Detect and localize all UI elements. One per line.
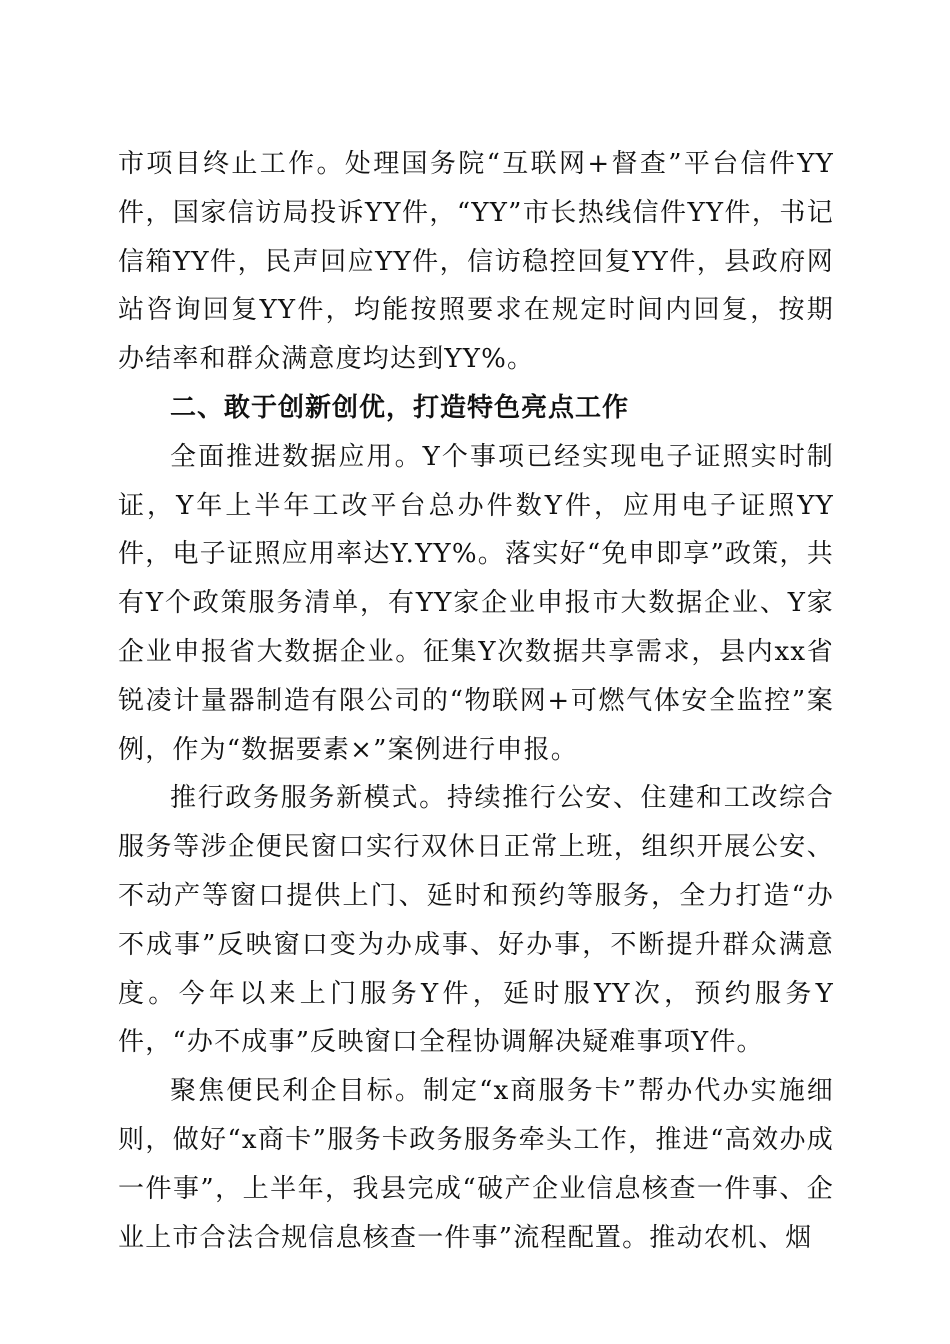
section-heading: 二、敢于创新创优，打造特色亮点工作	[170, 392, 630, 423]
paragraph-complaints-handling: 市项目终止工作。处理国务院“互联网+督查”平台信件YY件，国家信访局投诉YY件，“YY”市长热线信件YY件，书记信箱YY件，民声回应YY件，信访稳控回复YY件，县政府网站咨询回复YY件，均能按照要求在规定时间内回复，按期办结率和群众满意度均达到YY%。	[118, 149, 834, 375]
paragraph-convenience-goals: 聚焦便民利企目标。制定“x商服务卡”帮办代办实施细则，做好“x商卡”服务卡政务服务牵头工作，推进“高效办成一件事”，上半年，我县完成“破产企业信息核查一件事、企业上市合法合规信息核查一件事”流程配置。推动农机、烟	[118, 1076, 834, 1253]
document-body	[118, 140, 834, 1262]
paragraph-service-model: 推行政务服务新模式。持续推行公安、住建和工改综合服务等涉企便民窗口实行双休日正常上班，组织开展公安、不动产等窗口提供上门、延时和预约等服务，全力打造“办不成事”反映窗口变为办成事、好办事，不断提升群众满意度。今年以来上门服务Y件，延时服YY次，预约服务Y件，“办不成事”反映窗口全程协调解决疑难事项Y件。	[118, 783, 834, 1058]
paragraph-data-application: 全面推进数据应用。Y个事项已经实现电子证照实时制证，Y年上半年工改平台总办件数Y件，应用电子证照YY件，电子证照应用率达Y.YY%。落实好“免申即享”政策，共有Y个政策服务清单，有YY家企业申报市大数据企业、Y家企业申报省大数据企业。征集Y次数据共享需求，县内xx省锐凌计量器制造有限公司的“物联网+可燃气体安全监控”案例，作为“数据要素×”案例进行申报。	[118, 441, 834, 765]
